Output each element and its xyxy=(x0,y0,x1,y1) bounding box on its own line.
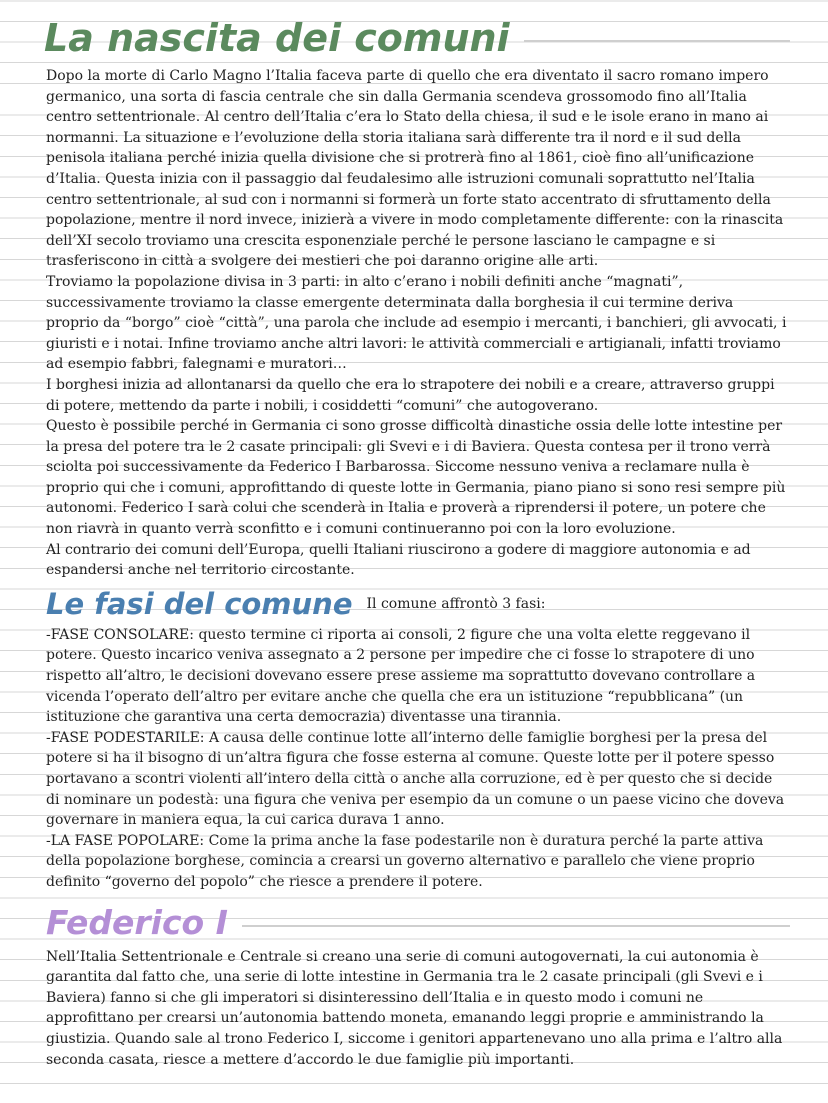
paragraph: Questo è possibile perché in Germania ci sono grosse difficoltà dinastiche ossia delle lotte intestine per la presa del potere tra le 2 casate principali: gli Svevi e i di Baviera. Questa contesa per il trono verrà sciolta poi successivamente da Federico I Barbarossa. Siccome nessuno veniva a reclamare nulla è proprio qui che i comuni, approfittando di queste lotte in Germania, piano piano si sono resi sempre più autonomi. Federico I sarà colui che scenderà in Italia e proverà a riprendersi il potere, un potere che non riavrà in quanto verrà sconfitto e i comuni continueranno poi con la loro evoluzione. xyxy=(46,418,786,538)
section-header-comuni xyxy=(46,0,790,66)
section-title-comuni: La nascita dei comuni xyxy=(44,16,510,60)
paragraph: I borghesi inizia ad allontanarsi da quello che era lo strapotere dei nobili e a creare, attraverso gruppi di potere, mettendo da parte i nobili, i cosiddetti “comuni” che autogoverano. xyxy=(46,376,775,414)
section-title-federico: Federico I xyxy=(46,903,228,943)
paragraph: Dopo la morte di Carlo Magno l’Italia faceva parte di quello che era diventato il sacro romano impero germanico, una sorta di fascia centrale che sin dalla Germania scendeva grossomodo fino all’Italia centro settentrionale. Al centro dell’Italia c’era lo Stato della chiesa, il sud e le isole erano in mano ai normanni. La situazione e l’evoluzione della storia italiana sarà differente tra il nord e il sud della penisola italiana perché inizia quella divisione che si protrerà fino al 1861, cioè fino all’unificazione d’Italia. Questa inizia con il passaggio dal feudalesimo alle istruzioni comunali soprattutto nel’Italia centro settentrionale, al sud con i normanni si formerà un forte stato accentrato di sfruttamento della popolazione, mentre il nord invece, inizierà a vivere in modo completamente differente: con la rinascita dell’XI secolo troviamo una crescita esponenziale perché le persone lasciano le campagne e si trasferiscono in città a svolgere dei mestieri che poi daranno origine alle arti. xyxy=(46,68,784,270)
paragraph: Al contrario dei comuni dell’Europa, quelli Italiani riuscirono a godere di maggiore autonomia e ad espandersi anche nel territorio circostante. xyxy=(46,541,751,579)
paragraph: Troviamo la popolazione divisa in 3 parti: in alto c’erano i nobili definiti anche “magnati”, successivamente troviamo la classe emergente determinata dalla borghesia il cui termine deriva proprio da “borgo” cioè “città”, una parola che include ad esempio i mercanti, i banchieri, gli avvocati, i giuristi e i notai. Infine troviamo anche altri lavori: le attività commerciali e artigianali, infatti troviamo ad esempio fabbri, falegnami e muratori… xyxy=(46,273,787,373)
section-title-fasi: Le fasi del comune xyxy=(46,586,353,621)
paragraph: -LA FASE POPOLARE: Come la prima anche la fase podestarile non è duratura perché la parte attiva della popolazione borghese, comincia a crearsi un governo alternativo e parallelo che viene proprio definito “governo del popolo” che riesce a prendere il potere. xyxy=(46,832,764,890)
paragraph: -FASE PODESTARILE: A causa delle continue lotte all’interno delle famiglie borghesi per la presa del potere si ha il bisogno di un’altra figura che fosse esterna al comune. Queste lotte per il potere spesso portavano a scontri violenti all’intero della città o anche alla corruzione, ed è per questo che si decide di nominare un podestà: una figura che veniva per esempio da un comune o un paese vicino che doveva governare in maniera equa, la cui carica durava 1 anno. xyxy=(46,729,785,829)
title-underline xyxy=(242,925,790,927)
section-header-federico xyxy=(46,899,790,947)
paragraph: Nell’Italia Settentrionale e Centrale si creano una serie di comuni autogovernati, la cui autonomia è garantita dal fatto che, una serie di lotte intestine in Germania tra le 2 casate principali (gli Svevi e i Baviera) fanno si che gli imperatori si disinteressino dell’Italia e in questo modo i comuni ne approfittano per crearsi un’autonomia battendo moneta, emanando leggi proprie e amministrando la giustizia. Quando sale al trono Federico I, siccome i genitori appartenevano uno alla prima e l’altro alla seconda casata, riesce a mettere d’accordo le due famiglie più importanti. xyxy=(46,948,783,1068)
section-header-fasi xyxy=(46,583,790,625)
paragraph: -FASE CONSOLARE: questo termine ci riporta ai consoli, 2 figure che una volta elette reggevano il potere. Questo incarico veniva assegnato a 2 persone per impedire che ci fosse lo strapotere di uno rispetto all’altro, le decisioni dovevano essere prese assieme ma soprattutto dovevano controllare a vicenda l’operato dell’altro per evitare anche che quella che era un istituzione “repubblicana” (un istituzione che garantiva una certa democrazia) diventasse una tirannia. xyxy=(46,626,756,726)
title-underline xyxy=(524,40,790,42)
section-subtitle-fasi: Il comune affrontò 3 fasi: xyxy=(366,595,546,612)
